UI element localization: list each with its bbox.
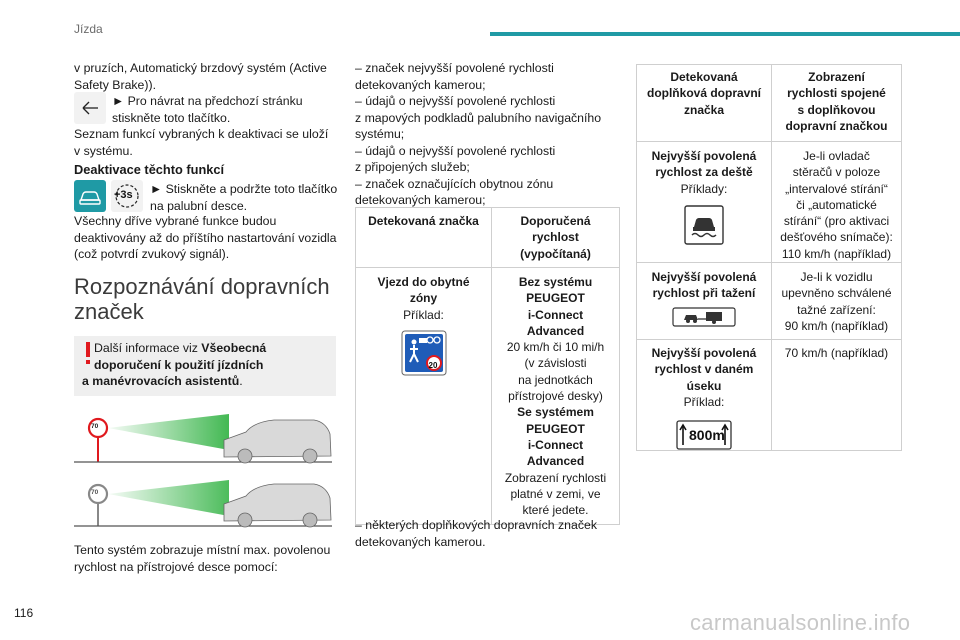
distance-sign-icon: 800m <box>676 420 732 450</box>
note-box: Další informace viz Všeobecná doporučení k použití jízdních a manévrovacích asistentů. <box>74 336 336 396</box>
cell-line: rychlost v daném <box>654 362 754 377</box>
hold-3s-button-icon[interactable]: +3s <box>111 180 143 212</box>
cell-line: které jedete. <box>522 503 589 518</box>
cell-line: či „automatické <box>796 197 877 212</box>
deactivation-heading: Deaktivace těchto funkcí <box>74 162 225 177</box>
watermark: carmanualsonline.info <box>690 610 911 635</box>
cell-line: Zobrazení <box>808 70 865 84</box>
note-link[interactable]: Všeobecná <box>201 341 267 355</box>
supplementary-sign-table: Detekovaná doplňková dopravní značka Zobrazení rychlosti spojené s doplňkovou dopravní značkou Nejvyšší povolená rychlost za deště Příklady: Je-li ovladač stěračů v poloze „intervalové stírání“ či „automatické stírání“ (pro aktivaci dešťového snímače): 110 km/h (například) Nejvyšší povolená rychlost při tažení Je-li k vozidlu upevněno schválené tažné zařízení: 90 km/h (například) Nejvyšší povolená rychlost v daném úseku Příklad: 800m 70 km/h (například) <box>636 64 902 451</box>
cell-line: dopravní značkou <box>785 118 888 133</box>
towing-sign-icon <box>672 307 736 327</box>
driving-assist-car-icon[interactable] <box>74 180 106 212</box>
cell-line: Se systémem <box>517 405 594 420</box>
cell-line: 70 km/h (například) <box>784 346 889 361</box>
system-display-paragraph: Tento systém zobrazuje místní max. povolenou rychlost na přístrojové desce pomocí: <box>74 543 331 574</box>
cell-line: platné v zemi, ve <box>510 486 601 501</box>
cell-line: Bez systému <box>518 275 593 289</box>
cell-line: Nejvyšší povolená <box>651 270 757 285</box>
sign-detection-illustration-inactive: 70 <box>74 472 336 530</box>
warning-exclamation-icon <box>84 342 92 366</box>
supplementary-signs-text: – některých doplňkových dopravních značek detekovaných kamerou. <box>355 518 597 549</box>
header-section-title: Jízda <box>74 22 103 36</box>
cell-line: 110 km/h (například) <box>781 246 892 261</box>
deactivation-paragraph: Všechny dříve vybrané funkce budou deaktivovány až do příštího nastartování vozidla (což potvrdí zvukový signál). <box>74 214 337 261</box>
cell-line: Je-li ovladač <box>803 149 870 163</box>
sign-detection-illustration-active: 70 <box>74 410 336 468</box>
cell-line: rychlosti spojené <box>787 86 886 101</box>
residential-zone-table: Detekovaná značka Doporučená rychlost (vypočítaná) Vjezd do obytné zóny Příklad: 20 Bez systému PEUGEOT i-Connect Advanced 20 km/h či 10 mi/h (v závislosti na jednotkách přístrojové desky) Se systémem PEUGEOT i-Connect Advanced Zobrazení rychlosti platné v zemi, ve které jedete. <box>355 207 620 525</box>
cell-line: Advanced <box>526 323 585 338</box>
cell-line: úseku <box>686 378 722 393</box>
cell-line: i-Connect <box>527 307 584 322</box>
cell-line: na jednotkách <box>518 372 593 387</box>
cell-line: s doplňkovou <box>797 102 876 117</box>
cell-line: značka <box>683 102 725 117</box>
cell-line: přístrojové desky) <box>508 389 603 404</box>
recommended-speed-cell <box>492 268 620 525</box>
cell-line: Nejvyšší povolená <box>651 149 757 163</box>
cell-line: 20 km/h či 10 mi/h <box>506 340 605 355</box>
cell-line: stěračů v poloze <box>792 165 881 180</box>
cell-line: rychlost za deště <box>655 165 753 180</box>
cell-line: (v závislosti <box>524 356 587 371</box>
header-accent-bar <box>490 32 960 36</box>
residential-zone-sign-icon: 20 <box>401 330 447 376</box>
page-number: 116 <box>14 606 34 620</box>
cell-line: rychlost při tažení <box>652 286 756 301</box>
rain-sign-icon <box>684 205 724 245</box>
cell-line: Advanced <box>526 454 585 469</box>
cell-line: dešťového snímače): <box>780 230 893 245</box>
cell-line: PEUGEOT <box>526 291 585 306</box>
hold-step: ► Stiskněte a podržte toto tlačítko na palubní desce. <box>150 182 338 213</box>
cell-line: stírání“ (pro aktivaci <box>783 214 890 229</box>
cell-line: tažné zařízení: <box>797 302 876 317</box>
section-title: Rozpoznávání dopravních značek <box>74 274 330 324</box>
cell-line: doplňková dopravní <box>646 86 761 101</box>
cell-line: upevněno schválené <box>781 286 892 301</box>
cell-line: Nejvyšší povolená <box>651 346 757 361</box>
saved-list-paragraph: Seznam funkcí vybraných k deaktivaci se uloží v systému. <box>74 127 329 158</box>
cell-line: 90 km/h (například) <box>784 318 889 333</box>
cell-line: i-Connect <box>527 437 584 452</box>
intro-paragraph: v pruzích, Automatický brzdový systém (Active Safety Brake)). <box>74 61 327 92</box>
back-arrow-icon[interactable] <box>74 92 106 124</box>
cell-line: „intervalové stírání“ <box>785 181 888 196</box>
cell-line: Je-li k vozidlu <box>800 270 873 285</box>
cell-line: Detekovaná <box>670 70 738 84</box>
cell-line: Zobrazení rychlosti <box>504 470 607 485</box>
source-list: – značek nejvyšší povolené rychlosti detekovaných kamerou; – údajů o nejvyšší povolené rychlosti z mapových podkladů palubního navigačního systému; – údajů o nejvyšší povolené rychlosti z připojených služeb; – značek označujících obytnou zónu detekovaných kamerou; <box>355 61 602 207</box>
back-step: ► Pro návrat na předchozí stránku stiskněte toto tlačítko. <box>112 94 303 125</box>
cell-line: PEUGEOT <box>526 421 585 436</box>
